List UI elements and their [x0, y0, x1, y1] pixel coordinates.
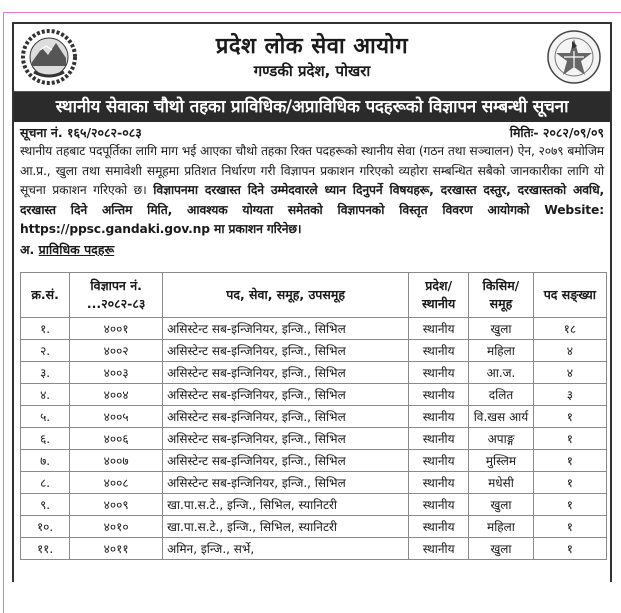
- cell-type: खुला: [469, 318, 534, 340]
- section-title: प्राविधिक पदहरू: [38, 241, 115, 257]
- cell-sn: ९.: [21, 494, 70, 516]
- cell-level: स्थानीय: [409, 538, 469, 560]
- cell-type: खुला: [469, 494, 534, 516]
- cell-level: स्थानीय: [409, 428, 469, 450]
- cell-post: असिस्टेन्ट सब-इन्जिनियर, इन्जि., सिभिल: [163, 406, 409, 428]
- cell-post: असिस्टेन्ट सब-इन्जिनियर, इन्जि., सिभिल: [163, 472, 409, 494]
- document-header: [14, 24, 610, 92]
- cell-count: ४: [533, 340, 606, 362]
- cell-post: असिस्टेन्ट सब-इन्जिनियर, इन्जि., सिभिल: [163, 362, 409, 384]
- cell-type: दलित: [469, 384, 534, 406]
- cell-type: खुला: [469, 538, 534, 560]
- notice-date: मितिः- २०८२/०९/०९: [509, 125, 604, 140]
- table-row: [21, 428, 607, 450]
- header-type-line1: किसिम/: [482, 278, 520, 293]
- table-header-row: [21, 273, 607, 318]
- cell-level: स्थानीय: [409, 406, 469, 428]
- notice-body: [14, 142, 610, 240]
- cell-level: स्थानीय: [409, 318, 469, 340]
- cell-sn: १.: [21, 318, 70, 340]
- commission-seal-icon: [546, 29, 602, 85]
- cell-count: १: [533, 428, 606, 450]
- cell-count: १: [533, 494, 606, 516]
- table-row: [21, 494, 607, 516]
- organization-title: प्रदेश लोक सेवा आयोग: [215, 34, 409, 59]
- cell-level: स्थानीय: [409, 340, 469, 362]
- header-level-line1: प्रदेश/: [425, 278, 453, 293]
- header-adv-no-line1: विज्ञापन नं.: [90, 278, 142, 293]
- cell-count: १: [533, 538, 606, 560]
- cell-sn: ८.: [21, 472, 70, 494]
- cell-level: स्थानीय: [409, 362, 469, 384]
- cell-post: असिस्टेन्ट सब-इन्जिनियर, इन्जि., सिभिल: [163, 318, 409, 340]
- cell-level: स्थानीय: [409, 384, 469, 406]
- cell-type: आ.ज.: [469, 362, 534, 384]
- cell-count: १: [533, 472, 606, 494]
- cell-count: १: [533, 450, 606, 472]
- header-sn: क्र.सं.: [21, 273, 70, 318]
- table-row: [21, 450, 607, 472]
- cell-adv-no: ४००७: [70, 450, 163, 472]
- table-row: [21, 472, 607, 494]
- table-row: [21, 318, 607, 340]
- cell-post: असिस्टेन्ट सब-इन्जिनियर, इन्जि., सिभिल: [163, 340, 409, 362]
- header-level: [409, 273, 469, 318]
- cell-post: असिस्टेन्ट सब-इन्जिनियर, इन्जि., सिभिल: [163, 428, 409, 450]
- cell-level: स्थानीय: [409, 494, 469, 516]
- cell-sn: १०.: [21, 516, 70, 538]
- cell-level: स्थानीय: [409, 450, 469, 472]
- header-type: [469, 273, 534, 318]
- cell-count: १: [533, 516, 606, 538]
- cell-adv-no: ४००६: [70, 428, 163, 450]
- table-row: [21, 362, 607, 384]
- cell-adv-no: ४०११: [70, 538, 163, 560]
- cell-post: असिस्टेन्ट सब-इन्जिनियर, इन्जि., सिभिल: [163, 450, 409, 472]
- organization-subtitle: गण्डकी प्रदेश, पोखरा: [253, 62, 371, 80]
- cell-type: अपाङ्ग: [469, 428, 534, 450]
- cell-sn: ३.: [21, 362, 70, 384]
- positions-table: [20, 272, 607, 560]
- header-type-line2: समूह: [489, 296, 513, 311]
- cell-adv-no: ४००४: [70, 384, 163, 406]
- cell-sn: ६.: [21, 428, 70, 450]
- notice-body-text: स्थानीय तहबाट पदपूर्तिका लागि माग भई आएका चौथो तहका रिक्त पदहरूको स्थानीय सेवा (गठन तथा सञ्चालन) ऐन, २०७९ बमोजिम आ.प्र., खुला तथा समावेशी समूहमा प्रतिशत निर्धारण गरी विज्ञापन प्रकाशन गरिएको व्यहोरा सम्बन्धित सबैको जानकारीका लागि यो सूचना प्रकाशन गरिएको छ।: [20, 144, 604, 197]
- notice-banner-title: स्थानीय सेवाका चौथो तहका प्राविधिक/अप्राविधिक पदहरूको विज्ञापन सम्बन्धी सूचना: [14, 92, 610, 122]
- cell-adv-no: ४००१: [70, 318, 163, 340]
- cell-type: मधेसी: [469, 472, 534, 494]
- cell-type: महिला: [469, 340, 534, 362]
- section-prefix: अ.: [20, 241, 35, 257]
- header-adv-no-line2: ...२०८२-८३: [86, 296, 146, 311]
- cell-type: वि.खस आर्य: [469, 406, 534, 428]
- cell-post: अमिन, इन्जि., सर्भे,: [163, 538, 409, 560]
- cell-sn: ७.: [21, 450, 70, 472]
- cell-level: स्थानीय: [409, 516, 469, 538]
- cell-count: ३: [533, 384, 606, 406]
- cell-level: स्थानीय: [409, 472, 469, 494]
- cell-post: खा.पा.स.टे., इन्जि., सिभिल, स्यानिटरी: [163, 516, 409, 538]
- cell-adv-no: ४०१०: [70, 516, 163, 538]
- cell-count: १: [533, 406, 606, 428]
- cell-sn: ११.: [21, 538, 70, 560]
- cell-type: महिला: [469, 516, 534, 538]
- cell-count: १८: [533, 318, 606, 340]
- cell-sn: २.: [21, 340, 70, 362]
- table-row: [21, 516, 607, 538]
- cell-adv-no: ४००८: [70, 472, 163, 494]
- cell-sn: ५.: [21, 406, 70, 428]
- notice-number: सूचना नं. १६५/२०८२-०८३: [20, 125, 142, 140]
- cell-adv-no: ४००५: [70, 406, 163, 428]
- notice-body-bold-text: विज्ञापनमा दरखास्त दिने उम्मेदवारले ध्यान दिनुपर्ने विषयहरू, दरखास्त दस्तुर, दरखास्तको अवधि, दरखास्त दिने अन्तिम मिति, आवश्यक योग्यता समेतको विज्ञापनको विस्तृत विवरण आयोगको Website: https://ppsc.gandaki.gov.np मा प्रकाशन गरिनेछ।: [20, 183, 605, 236]
- section-heading: [14, 240, 610, 260]
- cell-adv-no: ४००९: [70, 494, 163, 516]
- cell-post: खा.पा.स.टे., इन्जि., सिभिल, स्यानिटरी: [163, 494, 409, 516]
- cell-type: मुस्लिम: [469, 450, 534, 472]
- table-row: [21, 406, 607, 428]
- cell-count: ४: [533, 362, 606, 384]
- notice-meta: [14, 122, 610, 142]
- header-adv-no: [70, 273, 163, 318]
- cell-adv-no: ४००३: [70, 362, 163, 384]
- table-row: [21, 340, 607, 362]
- cell-sn: ४.: [21, 384, 70, 406]
- header-count: पद सङ्ख्या: [533, 273, 606, 318]
- table-row: [21, 384, 607, 406]
- table-row: [21, 538, 607, 560]
- notice-document: [12, 22, 612, 582]
- header-level-line2: स्थानीय: [422, 296, 456, 311]
- cell-post: असिस्टेन्ट सब-इन्जिनियर, इन्जि., सिभिल: [163, 384, 409, 406]
- header-post: पद, सेवा, समूह, उपसमूह: [163, 273, 409, 318]
- cell-adv-no: ४००२: [70, 340, 163, 362]
